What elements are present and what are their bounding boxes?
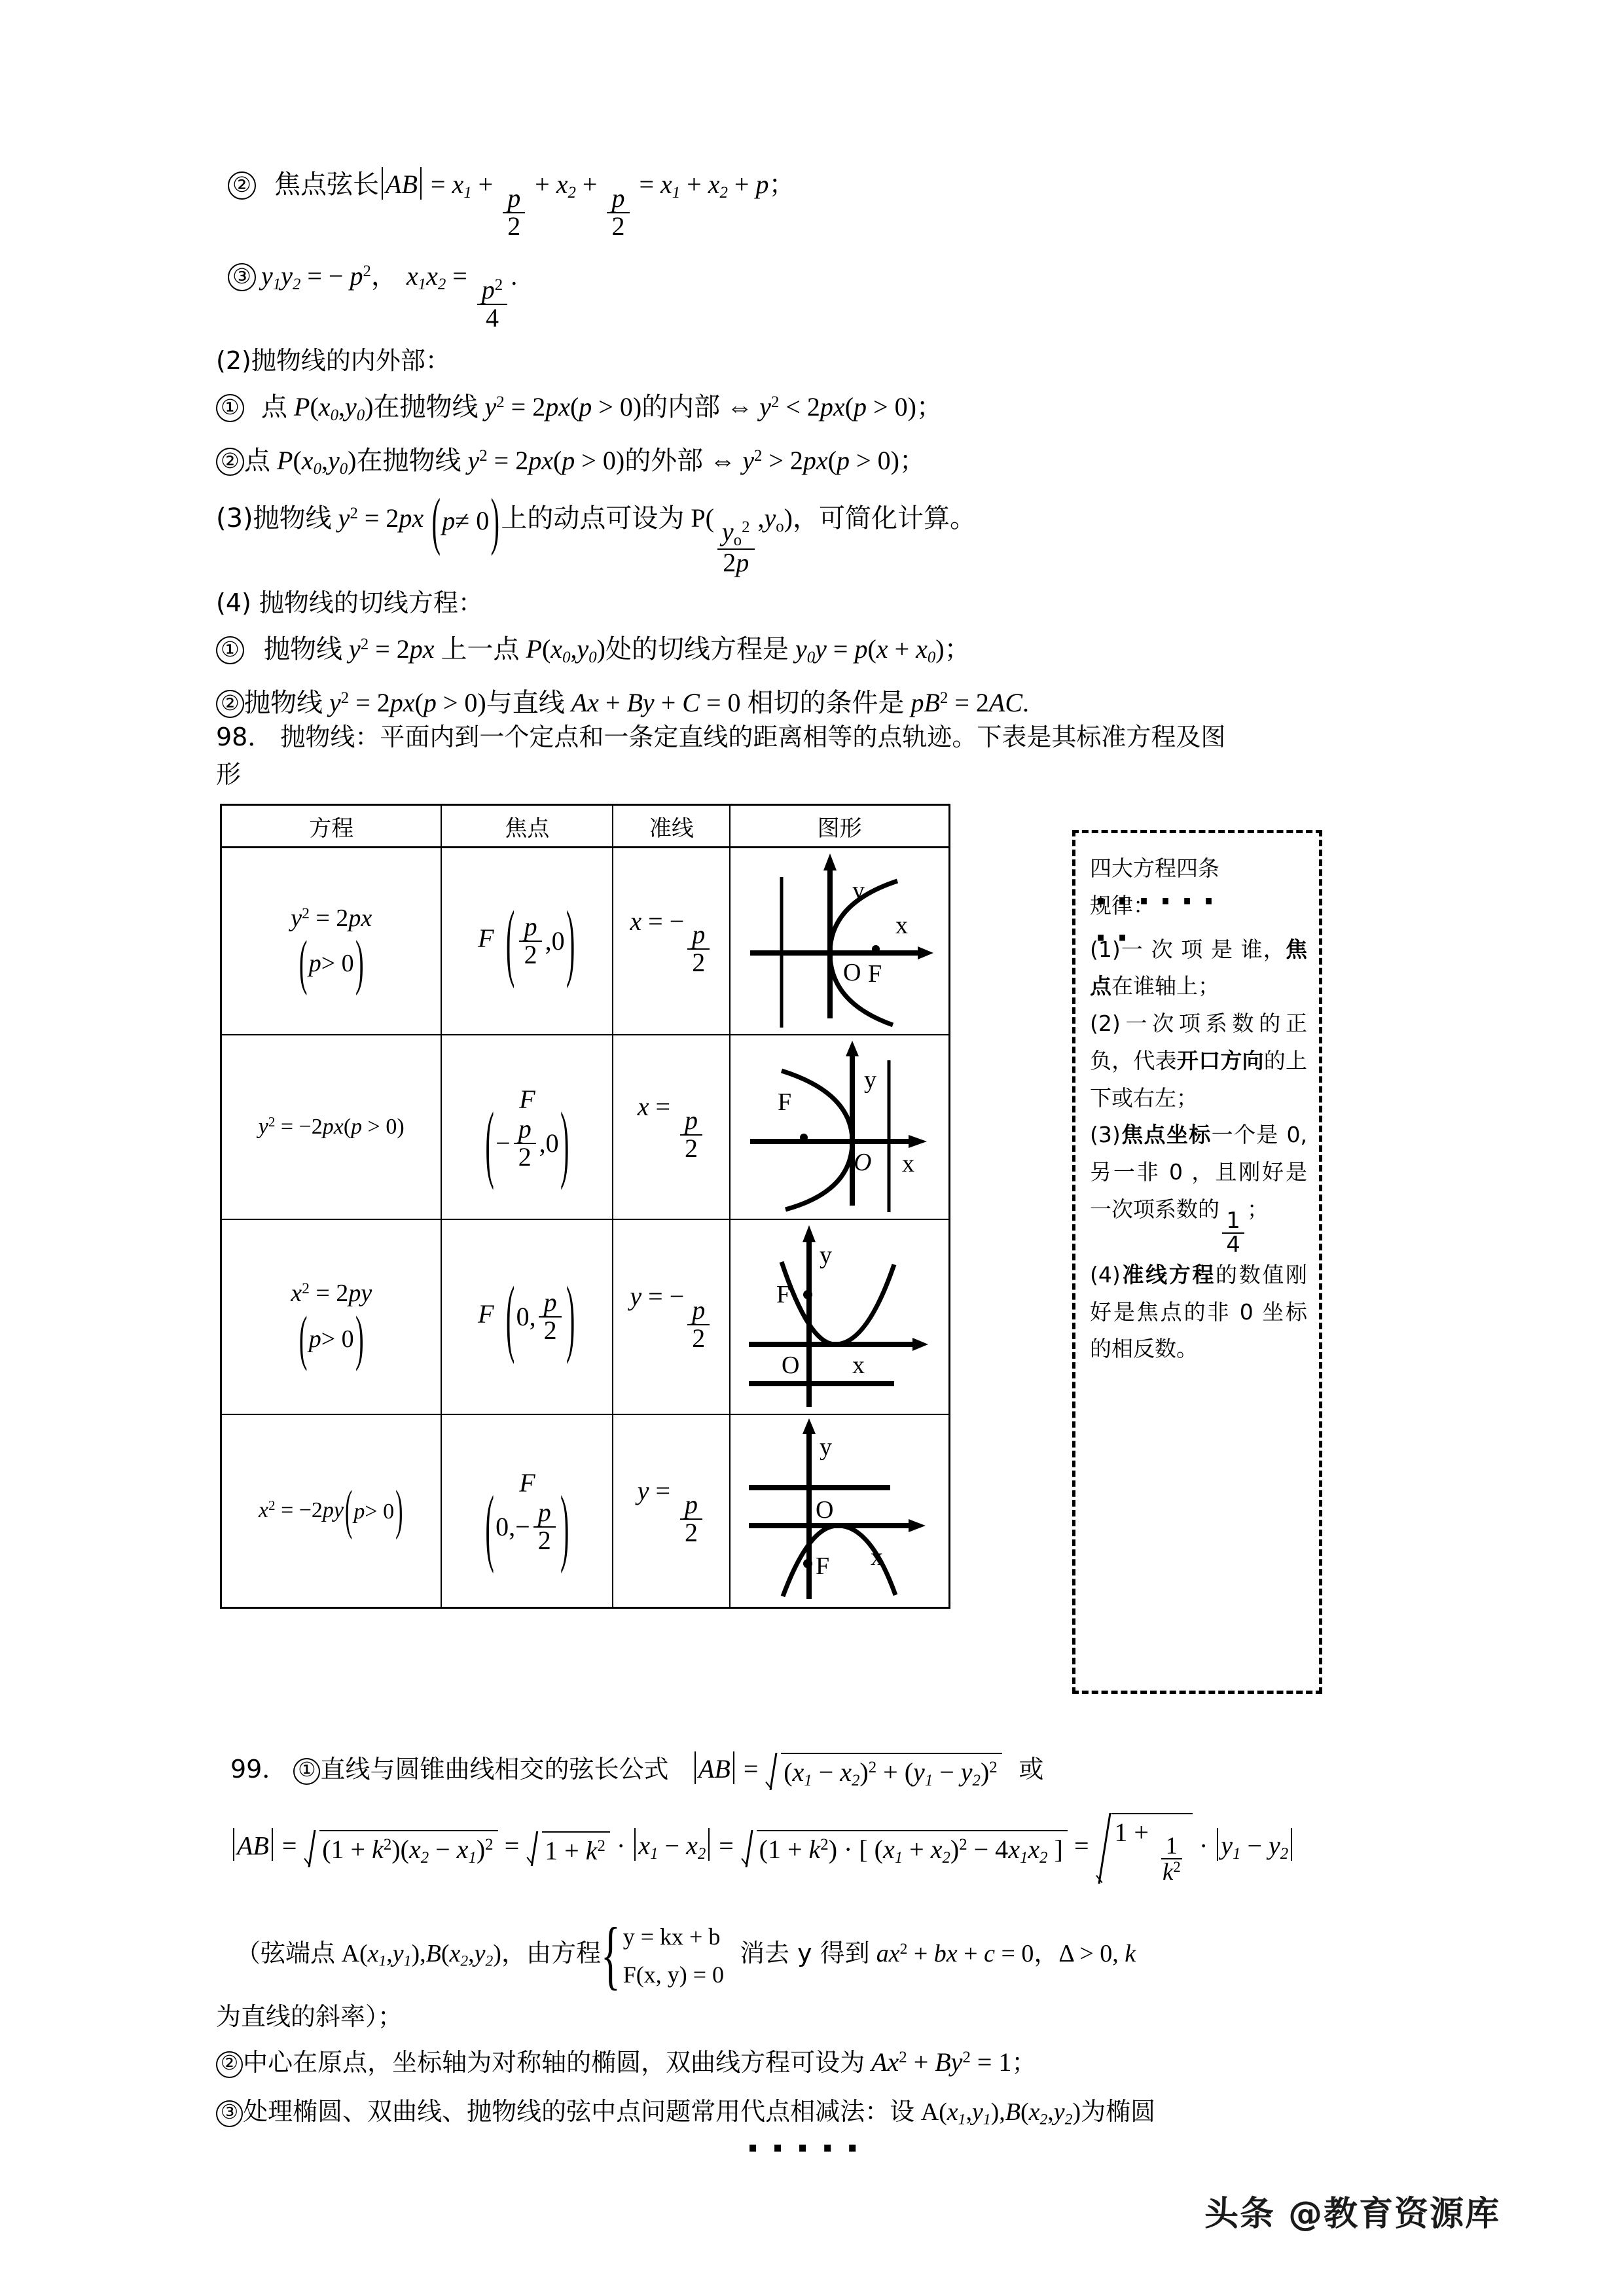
item-98-line1 [216, 717, 1225, 753]
line-tangency-condition: ② 抛物线 $y^2 = 2px(p > 0)$与直线 Ax + By + C = 0 相切的条件是 $pB^2 = 2AC$. [216, 682, 1029, 719]
marker-circle-3c: ③ [216, 2100, 243, 2127]
svg-text:x: x [902, 1149, 915, 1177]
text-on-parabola-b: 在抛物线 [356, 446, 461, 476]
cell-focus-2: F ( − $\frac{p}{2}$ ,0 ) [441, 1035, 613, 1219]
text-is-ellipse: 为椭圆 [1081, 2097, 1156, 2126]
rule-1-pre: 一 次 项 是 谁， [1120, 936, 1286, 962]
text-parabola-t1: 抛物线 [264, 634, 343, 664]
line-moving-point: (3)抛物线 $y^2 = 2px$ ( p ≠ 0 ) 上的动点可设为 P( $\frac{y_o^2}{2p}$ $,y_o$)，可简化计算。 [216, 484, 976, 578]
marker-circle-2b: ② [216, 690, 244, 718]
rule-4-number: (4) [1090, 1261, 1121, 1287]
rule-1-number: (1) [1090, 936, 1121, 962]
note-rule-3 [1090, 1117, 1307, 1257]
chord-endpoints-line: （弦端点 $A(x_1,y_1),B(x_2,y_2)$，由方程 { y = kx + b F(x, y) = 0 消去 y 得到 $ax^2$ + bx + c = 0，Δ > 0, k [236, 1912, 1136, 1998]
text-condition-is: 相切的条件是 [747, 688, 905, 718]
system-eq-curve: F(x, y) = 0 [623, 1962, 725, 1988]
note-content [1075, 833, 1319, 1380]
chord-by-equation: ，由方程 [501, 1939, 601, 1968]
eliminate-y-text: 消去 y 得到 [740, 1939, 870, 1968]
rule-4-post: 的数值刚好是焦点的非 0 坐标的相反数。 [1090, 1261, 1307, 1362]
text-let: ：设 [865, 2097, 915, 2126]
cell-focus-3: F ( 0, $\frac{p}{2}$ ) [441, 1219, 613, 1414]
note-title: 四大方程四条 规律： [1090, 855, 1219, 918]
item-99-number: 99． [230, 1755, 287, 1784]
cell-equation-4: $x^2 = -2py$ ( p > 0 ) [221, 1414, 442, 1608]
svg-text:O: O [854, 1148, 872, 1176]
marker-circle-2: ② [228, 171, 256, 200]
cell-directrix-3: y = − $\frac{p}{2}$ [613, 1219, 730, 1414]
svg-text:O: O [782, 1351, 800, 1379]
column-header-figure: 图形 [730, 805, 949, 848]
cell-directrix-1: x = − $\frac{p}{2}$ [613, 848, 730, 1035]
cell-equation-2: $y^2 = -2px(p > 0)$ [221, 1035, 442, 1219]
svg-text:O: O [843, 958, 861, 986]
figure-parabola-right [731, 850, 940, 1033]
focal-chord-label: 焦点弦长 [274, 170, 380, 200]
text-tangent-is: 处的切线方程是 [605, 634, 789, 664]
text-midpoint-method-pre: 处理椭圆、双曲线、抛物线的弦中点问题常用 [243, 2097, 741, 2126]
item-99-sub2: ② 中心在原点，坐标轴为对称轴的椭圆，双曲线方程可设为 $Ax^2 + By^2 = 1$； [216, 2042, 1036, 2078]
line-products: ③ $y_1y_2$ = − $p^2$， $x_1x_2$ = $\frac{p^2}{4}$ . [228, 255, 517, 331]
text-on-parabola-a: 在抛物线 [373, 392, 478, 422]
marker-circle-3: ③ [228, 263, 256, 291]
text-point-b: 点 [244, 446, 271, 476]
chord-slope-tail: 为直线的斜率）； [216, 2002, 403, 2031]
table-row [221, 1035, 950, 1219]
svg-text:F: F [868, 960, 882, 988]
figure-parabola-left [731, 1037, 940, 1217]
svg-text:y: y [820, 1241, 833, 1269]
parabola-standard-forms-table [220, 804, 950, 1609]
item-99-line1: 99． ① 直线与圆锥曲线相交的弦长公式 AB = $(x_1 - x_2)^2 + (y_1 - y_2)^2$ 或 [230, 1749, 1043, 1790]
rule-2-bold: 开口方向 [1176, 1047, 1264, 1073]
text-with-line: 与直线 [486, 688, 565, 718]
cell-focus-1: F ( $\frac{p}{2}$ ,0 ) [441, 848, 613, 1035]
table-header-row [221, 805, 950, 848]
cell-figure-3 [730, 1219, 949, 1414]
cell-figure-4 [730, 1414, 949, 1608]
text-movable-point: 上的动点可设为 [501, 503, 685, 533]
text-simplify: ，可简化计算。 [792, 503, 976, 533]
line-focal-chord: ② 焦点弦长 AB = $x_1$ + $\frac{p}{2}$ + $x_2$ + $\frac{p}{2}$ = $x_1 + x_2 + p$； [228, 164, 795, 240]
note-rule-4 [1090, 1257, 1307, 1368]
table-row [221, 1219, 950, 1414]
rule-1-post: 在谁轴上； [1111, 973, 1219, 999]
svg-text:y: y [820, 1433, 833, 1462]
watermark: 头条 @教育资源库 [1204, 2195, 1501, 2234]
line-tangent-at-point: ① 抛物线 $y^2 = 2px$ 上一点 $P(x_0,y_0)$处的切线方程是 $y_0y = p(x + x_0)$； [216, 628, 971, 667]
cell-equation-1: $y^2 = 2px$ ( p > 0 ) [221, 848, 442, 1035]
text-interior: 的内部 [641, 392, 721, 422]
line-exterior: ② 点 $P(x_0,y_0)$在抛物线 $y^2 = 2px(p > 0)$的外部 ⇔ $y^2 > 2px(p > 0)$； [216, 440, 926, 478]
marker-circle-1b: ① [216, 636, 244, 664]
svg-text:F: F [816, 1552, 830, 1581]
svg-text:x: x [871, 1543, 884, 1571]
four-equations-rules-note [1072, 830, 1322, 1694]
rule-1-bold: 焦点 [1090, 936, 1307, 999]
heading-interior-exterior: (2)抛物线的内外部： [216, 346, 450, 375]
table-row [221, 1414, 950, 1608]
line-interior: ① 点 $P(x_0,y_0)$在抛物线 $y^2 = 2px(p > 0)$的内部 ⇔ $y^2 < 2px(p > 0)$； [216, 386, 943, 425]
svg-text:O: O [816, 1496, 834, 1524]
item-99-sub3: ③ 处理椭圆、双曲线、抛物线的弦中点问题常用代点相减法：设 $A(x_1,y_1),B(x_2,y_2)$为椭圆 [216, 2091, 1155, 2129]
text-parabola-3: (3)抛物线 [216, 503, 332, 533]
text-point-subtraction-emph: 代点相减法 [740, 2097, 865, 2126]
cell-directrix-4: y = $\frac{p}{2}$ [613, 1414, 730, 1608]
text-exterior: 的外部 [624, 446, 704, 476]
rule-3-bold: 焦点坐标 [1120, 1122, 1212, 1148]
text-or: 或 [1019, 1755, 1044, 1784]
column-header-equation: 方程 [221, 805, 442, 848]
cell-focus-4: F ( 0,− $\frac{p}{2}$ ) [441, 1414, 613, 1608]
rule-2-number: (2) [1090, 1011, 1121, 1036]
text-parabola-t2: 抛物线 [244, 688, 323, 718]
svg-text:x: x [895, 911, 909, 939]
heading-tangent-equations: (4) 抛物线的切线方程： [216, 588, 483, 617]
chord-length-label: 直线与圆锥曲线相交的弦长公式 [320, 1755, 669, 1784]
svg-text:y: y [864, 1066, 877, 1094]
system-eq-line: y = kx + b [623, 1924, 721, 1950]
text-a-point: 上一点 [441, 634, 520, 664]
column-header-focus: 焦点 [441, 805, 613, 848]
rule-3-fraction: $\frac{1}{4}$ [1222, 1210, 1244, 1256]
text-point-a: 点 [261, 392, 288, 422]
item-98-line2: 形 [216, 760, 242, 789]
item-98-number: 98． [216, 723, 273, 751]
rule-3-end: ； [1247, 1196, 1269, 1222]
column-header-directrix: 准线 [613, 805, 730, 848]
svg-text:F: F [776, 1280, 791, 1308]
svg-text:y: y [852, 876, 865, 905]
table-row [221, 848, 950, 1035]
rule-3-post: 一个是 0,另一非 0 ，且刚好是一次项系数的 [1090, 1122, 1308, 1222]
cell-directrix-2: x = $\frac{p}{2}$ [613, 1035, 730, 1219]
marker-circle-2c: ② [216, 2051, 243, 2078]
cell-figure-1 [730, 848, 949, 1035]
rule-2-pre: 一次项系数的正负，代表 [1090, 1011, 1307, 1073]
chord-open-paren: （弦端点 [236, 1939, 336, 1968]
cell-equation-3: $x^2 = 2py$ ( p > 0 ) [221, 1219, 442, 1414]
item-99-line2-chain: AB = $(1 + k^2)(x_2 - x_1)^2$ = $1 + k^2$ · $x_1 - x_2$ = $(1 + k^2)$ · [ $(x_1 + x_2)^2 - 4x_1x_2$ ] = 1 + $\frac{1}{k^2}$ · $y_1 - y_2$ [230, 1813, 1295, 1884]
cell-figure-2 [730, 1035, 949, 1219]
rule-3-number: (3) [1090, 1122, 1121, 1148]
marker-circle-1c: ① [293, 1758, 320, 1785]
marker-circle-1a: ① [216, 394, 244, 422]
rule-2-post: 的上下或右左； [1090, 1047, 1308, 1111]
marker-circle-2a: ② [216, 448, 244, 476]
text-center-origin: 中心在原点，坐标轴为对称轴的椭圆，双曲线方程可设为 [243, 2048, 865, 2077]
svg-text:F: F [778, 1088, 792, 1116]
figure-parabola-up [731, 1221, 940, 1412]
item-98-text: 抛物线：平面内到一个定点和一条定直线的距离相等的点轨迹。下表是其标准方程及图 [280, 723, 1226, 751]
svg-text:x: x [852, 1351, 865, 1379]
figure-parabola-down [731, 1416, 940, 1605]
note-rule-2 [1090, 1005, 1307, 1117]
rule-4-bold: 准线方程 [1120, 1261, 1216, 1287]
